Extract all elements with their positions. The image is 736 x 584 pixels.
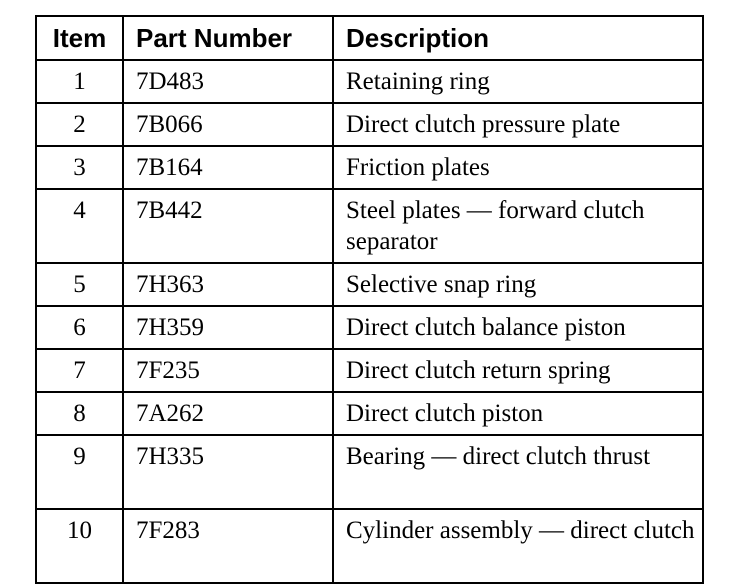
cell-item: 2 (36, 103, 123, 146)
cell-part-number: 7F283 (123, 509, 333, 583)
cell-description: Friction plates (333, 146, 703, 189)
cell-description: Direct clutch balance piston (333, 306, 703, 349)
cell-part-number: 7F235 (123, 349, 333, 392)
cell-part-number: 7A262 (123, 392, 333, 435)
table-row (36, 60, 703, 103)
header-item: Item (36, 16, 123, 60)
table-row (36, 509, 703, 583)
table-row (36, 306, 703, 349)
cell-description: Selective snap ring (333, 263, 703, 306)
cell-part-number: 7H363 (123, 263, 333, 306)
cell-item: 8 (36, 392, 123, 435)
cell-part-number: 7B442 (123, 189, 333, 263)
header-row (36, 16, 703, 60)
cell-part-number: 7H359 (123, 306, 333, 349)
cell-part-number: 7B066 (123, 103, 333, 146)
cell-item: 10 (36, 509, 123, 583)
cell-item: 6 (36, 306, 123, 349)
header-part-number: Part Number (123, 16, 333, 60)
cell-item: 9 (36, 435, 123, 509)
cell-part-number: 7H335 (123, 435, 333, 509)
cell-item: 7 (36, 349, 123, 392)
table-row (36, 435, 703, 509)
table-row (36, 189, 703, 263)
cell-description: Steel plates — forward clutch separator (333, 189, 703, 263)
cell-item: 1 (36, 60, 123, 103)
cell-item: 4 (36, 189, 123, 263)
table-row (36, 392, 703, 435)
cell-description: Direct clutch piston (333, 392, 703, 435)
header-description: Description (333, 16, 703, 60)
parts-table (35, 15, 704, 584)
cell-description: Retaining ring (333, 60, 703, 103)
cell-description: Cylinder assembly — direct clutch (333, 509, 703, 583)
table-row (36, 103, 703, 146)
cell-description: Direct clutch return spring (333, 349, 703, 392)
table-row (36, 349, 703, 392)
cell-item: 5 (36, 263, 123, 306)
cell-part-number: 7B164 (123, 146, 333, 189)
table-row (36, 263, 703, 306)
cell-part-number: 7D483 (123, 60, 333, 103)
cell-description: Bearing — direct clutch thrust (333, 435, 703, 509)
cell-description: Direct clutch pressure plate (333, 103, 703, 146)
table-row (36, 146, 703, 189)
cell-item: 3 (36, 146, 123, 189)
